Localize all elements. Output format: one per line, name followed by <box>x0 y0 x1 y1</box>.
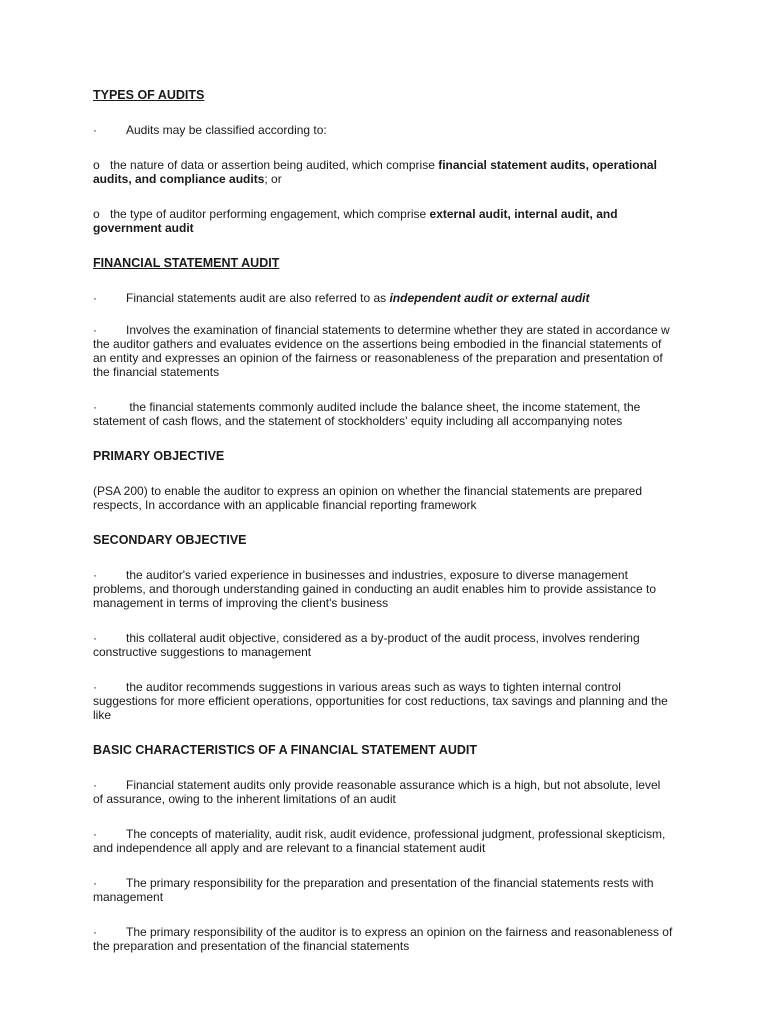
bullet-dot: · <box>93 778 97 792</box>
basic-p4-text: The primary responsibility of the auditor is to express an opinion on the fairness and reasonableness of the preparation and presentation of the financial statements <box>93 925 673 953</box>
bullet-o: o <box>93 158 100 172</box>
types-item-nature-tail: ; or <box>264 172 282 186</box>
secondary-p2-text: this collateral audit objective, considered as a by-product of the audit process, involves rendering constructive suggestions to management <box>93 631 640 659</box>
secondary-p3 <box>93 680 673 722</box>
fsa-p1 <box>93 291 673 305</box>
basic-p3-text: The primary responsibility for the preparation and presentation of the financial statements rests with management <box>93 876 654 904</box>
secondary-p1 <box>93 568 673 610</box>
basic-p1 <box>93 778 673 806</box>
bullet-dot: · <box>93 827 97 841</box>
basic-p2 <box>93 827 673 855</box>
fsa-p3-text: the financial statements commonly audited include the balance sheet, the income statement, the statement of cash flows, and the statement of stockholders' equity including all accompanying notes <box>93 400 641 428</box>
secondary-p1-text: the auditor's varied experience in businesses and industries, exposure to diverse management problems, and thorough understanding gained in conducting an audit enables him to provide assistance to management in terms of improving the client's business <box>93 568 657 610</box>
types-item-auditor <box>93 207 673 235</box>
bullet-dot: · <box>93 631 97 645</box>
heading-primary-objective: PRIMARY OBJECTIVE <box>93 449 225 463</box>
heading-types-of-audits: TYPES OF AUDITS <box>93 88 205 102</box>
types-item-nature-bold: financial statement audits, operational audits, and compliance audits <box>93 158 657 186</box>
types-item-auditor-text: the type of auditor performing engagement, which comprise <box>110 207 430 221</box>
basic-p3 <box>93 876 673 904</box>
heading-basic-characteristics: BASIC CHARACTERISTICS OF A FINANCIAL STATEMENT AUDIT <box>93 743 478 757</box>
types-intro <box>93 123 673 137</box>
fsa-p1-text: Financial statements audit are also referred to as <box>126 291 390 305</box>
bullet-o: o <box>93 207 100 221</box>
bullet-dot: · <box>93 568 97 582</box>
primary-text: (PSA 200) to enable the auditor to express an opinion on whether the financial statements are prepared respects, In accordance with an applicable financial reporting framework <box>93 484 643 512</box>
secondary-p3-text: the auditor recommends suggestions in various areas such as ways to tighten internal control suggestions for more efficient operations, opportunities for cost reductions, tax savings and planning and the like <box>93 680 668 722</box>
basic-p2-text: The concepts of materiality, audit risk, audit evidence, professional judgment, professional skepticism, and independence all apply and are relevant to a financial statement audit <box>93 827 666 855</box>
document-page <box>93 88 673 953</box>
heading-financial-statement-audit: FINANCIAL STATEMENT AUDIT <box>93 256 280 270</box>
bullet-dot: · <box>93 876 97 890</box>
fsa-p3 <box>93 400 673 428</box>
basic-p4 <box>93 925 673 953</box>
bullet-dot: · <box>93 323 97 337</box>
secondary-p2 <box>93 631 673 659</box>
heading-secondary-objective: SECONDARY OBJECTIVE <box>93 533 247 547</box>
basic-p1-text: Financial statement audits only provide reasonable assurance which is a high, but not absolute, level of assurance, owing to the inherent limitations of an audit <box>93 778 661 806</box>
fsa-p1-emphasis: independent audit or external audit <box>389 291 590 305</box>
bullet-dot: · <box>93 400 97 414</box>
types-intro-text: Audits may be classified according to: <box>126 123 327 137</box>
types-item-auditor-bold: external audit, internal audit, and government audit <box>93 207 618 235</box>
fsa-p2-text: Involves the examination of financial statements to determine whether they are stated in accordance w the auditor gathers and evaluates evidence on the assertions being embodied in the financial statements of an entity and expresses an opinion of the fairness or reasonableness of the preparation and presentation of the financial statements <box>93 323 670 379</box>
bullet-dot: · <box>93 680 97 694</box>
types-item-nature <box>93 158 673 186</box>
bullet-dot: · <box>93 925 97 939</box>
bullet-dot: · <box>93 291 97 305</box>
types-item-nature-text: the nature of data or assertion being audited, which comprise <box>110 158 439 172</box>
fsa-p2 <box>93 323 673 379</box>
bullet-dot: · <box>93 123 97 137</box>
